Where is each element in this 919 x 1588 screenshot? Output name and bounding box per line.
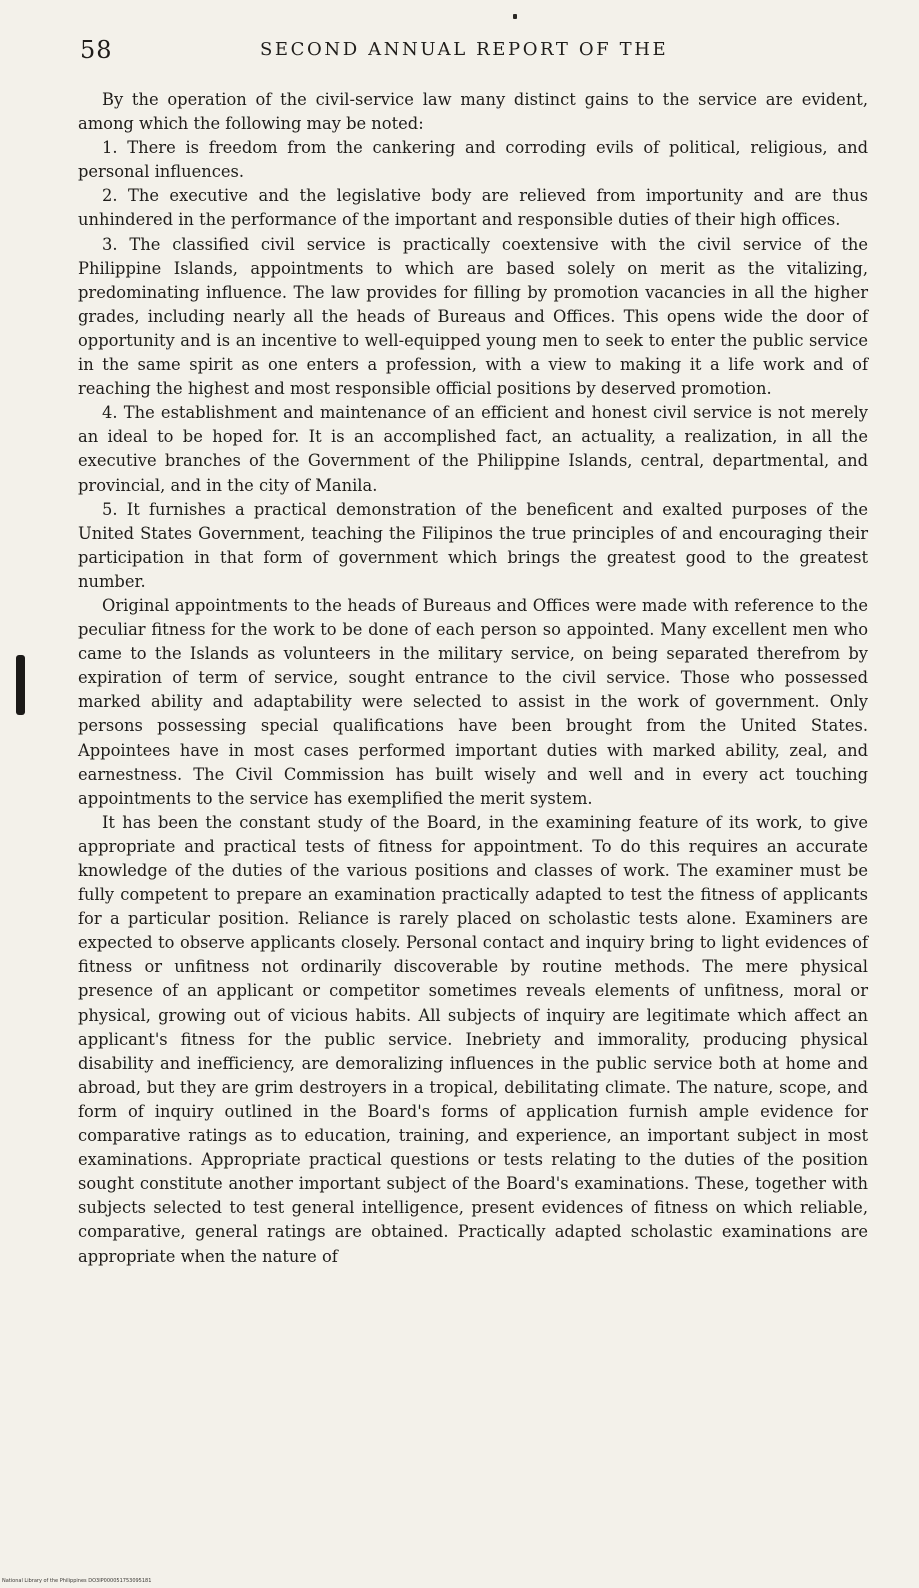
paragraph: 2. The executive and the legislative body are relieved from importunity and are thus unhindered in the performance of the important and responsible duties of their high offices.: [78, 186, 868, 230]
paragraph: Original appointments to the heads of Bureaus and Offices were made with reference to the peculiar fitness for the work to be done of each person so appointed. Many excellent men who came to the Islands as volunteers in the military service, on being separated therefrom by expiration of term of service, sought entrance to the civil service. Those who possessed marked ability and adaptability were selected to assist in the work of government. Only persons possessing special qualifications have been brought from the United States. Appointees have in most cases performed important duties with marked ability, zeal, and earnestness. The Civil Commission has built wisely and well and in every act touching appointments to the service has exemplified the merit system.: [78, 595, 868, 808]
scan-credit: National Library of the Philippines DO3IP000051753095181: [2, 1578, 152, 1584]
running-head: SECOND ANNUAL REPORT OF THE: [260, 39, 669, 60]
paragraph: It has been the constant study of the Board, in the examining feature of its work, to give appropriate and practical tests of fitness for appointment. To do this requires an accurate knowledge of the duties of the various positions and classes of work. The examiner must be fully competent to prepare an examination practically adapted to test the fitness of applicants for a particular position. Reliance is rarely placed on scholastic tests alone. Examiners are expected to observe applicants closely. Personal contact and inquiry bring to light evidences of fitness or unfitness not ordinarily discoverable by routine methods. The mere physical presence of an applicant or competitor sometimes reveals elements of unfitness, moral or physical, growing out of vicious habits. All subjects of inquiry are legitimate which affect an applicant's fitness for the public service. Inebriety and immorality, producing physical disability and inefficiency, are demoralizing influences in the public service both at home and abroad, but they are grim destroyers in a tropical, debilitating climate. The nature, scope, and form of inquiry outlined in the Board's forms of application furnish ample evidence for comparative ratings as to education, training, and experience, an important subject in most examinations. Appropriate practical questions or tests relating to the duties of the position sought constitute another important subject of the Board's examinations. These, together with subjects selected to test general intelligence, present evidences of fitness on which reliable, comparative, general ratings are obtained. Practically adapted scholastic examinations are appropriate when the nature of: [78, 812, 868, 1266]
paragraph: By the operation of the civil-service law many distinct gains to the service are evident, among which the following may be noted:: [78, 90, 868, 134]
page-number: 58: [80, 36, 113, 64]
paragraph: 1. There is freedom from the cankering and corroding evils of political, religious, and personal influences.: [78, 138, 868, 182]
paragraph: 3. The classified civil service is practically coextensive with the civil service of the Philippine Islands, appointments to which are based solely on merit as the vitalizing, predominating influence. The law provides for filling by promotion vacancies in all the higher grades, including nearly all the heads of Bureaus and Offices. This opens wide the door of opportunity and is an incentive to well-equipped young men to seek to enter the public service in the same spirit as one enters a profession, with a view to making it a life work and of reaching the highest and most responsible official positions by deserved promotion.: [78, 234, 868, 399]
page-header: [80, 36, 880, 70]
body-text: [78, 88, 868, 1269]
scan-edge-mark: [16, 655, 25, 715]
paragraph: 5. It furnishes a practical demonstration of the beneficent and exalted purposes of the United States Government, teaching the Filipinos the true principles of and encouraging their participation in that form of government which brings the greatest good to the greatest number.: [78, 499, 868, 591]
ink-dot: [513, 14, 517, 19]
paragraph: 4. The establishment and maintenance of an efficient and honest civil service is not merely an ideal to be hoped for. It is an accomplished fact, an actuality, a realization, in all the executive branches of the Government of the Philippine Islands, central, departmental, and provincial, and in the city of Manila.: [78, 403, 868, 495]
